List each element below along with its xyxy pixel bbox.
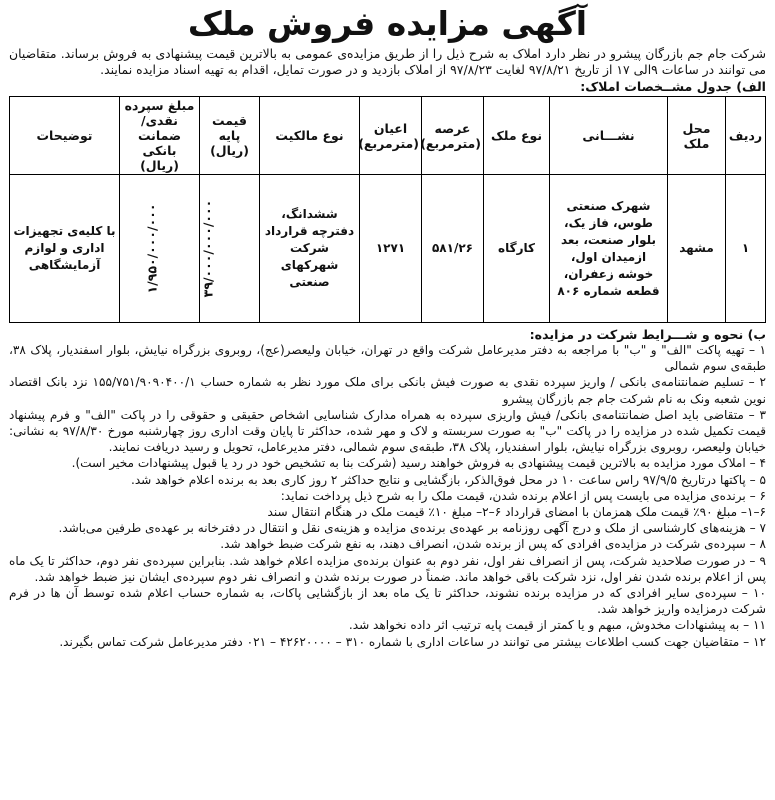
condition-12: ۱۲ – متقاضیان جهت کسب اطلاعات بیشتر می توانند در ساعات اداری با شماره ۳۱۰ – ۴۲۶۲۰۰۰۰ – ۰۲۱ دفتر مدیرعامل شرکت تماس بگیرند.: [59, 634, 766, 649]
conditions-title: ب) نحوه و شـــرایط شرکت در مزایده:: [529, 327, 766, 342]
base-price-value: ۳۹/۰۰۰/۰۰۰/۰۰۰: [200, 199, 216, 297]
header-location: محل ملک: [668, 97, 726, 175]
header-row-no: ردیف: [726, 97, 766, 175]
condition-1: ۱ – تهیه پاکت "الف" و "ب" با مراجعه به دفتر مدیرعامل شرکت واقع در تهران، خیابان ولیعصر(عج)، روبروی بزرگراه نیایش، بلوار اسفندیار، پلاک ۳۸، طبقه‌ی سوم شمالی: [9, 343, 766, 374]
condition-6: ۶ – برنده‌ی مزایده می بایست پس از اعلام برنده شدن، قیمت ملک را به شرح ذیل پرداخت نماید:: [280, 488, 766, 503]
condition-5: ۵ – پاکتها درتاریخ ۹۷/۹/۵ راس ساعت ۱۰ در محل فوق‌الذکر، بازگشایی و نتایج حداکثر ۲ روز کاری بعد به برنده اعلام خواهد شد.: [130, 472, 766, 487]
header-base-price: قیمت پایه (ریال): [200, 97, 260, 175]
condition-4: ۴ – املاک مورد مزایده به بالاترین قیمت پیشنهادی به فروش خواهند رسید (شرکت بنا به تشخیص خود در رد یا قبول پیشنهادات مخیر است).: [71, 456, 766, 471]
header-type: نوع ملک: [484, 97, 550, 175]
deposit-value: ۱/۹۵۰/۰۰۰/۰۰۰: [144, 203, 160, 293]
condition-6-sub: ۶–۱– مبلغ ۹۰٪ قیمت ملک همزمان با امضای قرارداد ۶–۲– مبلغ ۱۰٪ قیمت ملک در هنگام انتقال سند: [267, 505, 766, 520]
condition-3: ۳ – متقاضی باید اصل ضمانتنامه‌ی بانکی/ فیش واریزی سپرده به همراه مدارک شناسایی اشخاص حقیقی و حقوقی را در پاکت "الف" و فرم پیشنهاد قیمت تکمیل شده در مزایده را در پاکت "ب" به صورت سربسته و لاک و مهر شده، حداکثر تا پایان وقت اداری روز چهارشنبه مورخ ۹۷/۸/۳۰ به نشانی: خیابان ولیعصر، روبروی بزرگراه نیایش، بلوار اسفندیار، پلاک ۳۸، طبقه‌ی سوم شمالی، دفتر مدیرعامل، تحویل و رسید دریافت نمایند.: [9, 407, 766, 455]
cell-notes: با کلیه‌ی تجهیزات اداری و لوازم آزمایشگاهی: [10, 175, 120, 323]
cell-row-no: ۱: [726, 175, 766, 323]
cell-building-area: ۱۲۷۱: [360, 175, 422, 323]
condition-2: ۲ – تسلیم ضمانتنامه‌ی بانکی / واریز سپرده نقدی به صورت فیش بانکی برای ملک مورد نظر به شماره حساب ۱۵۵/۷۵۱/۹۰۹۰۴۰۰/۱ نزد بانک اقتصاد نوین شعبه ونک به نام شرکت جام جم بازرگان پیشرو: [9, 375, 767, 406]
cell-land-area: ۵۸۱/۲۶: [422, 175, 484, 323]
page-title: آگهی مزایده فروش ملک: [187, 4, 588, 43]
table-label: الف) جدول مشــخصات املاک:: [580, 79, 766, 94]
header-notes: توضیحات: [10, 97, 120, 175]
cell-ownership: ششدانگ، دفترچه قرارداد شرکت شهرکهای صنعتی: [260, 175, 360, 323]
condition-9: ۹ – در صورت صلاحدید شرکت، پس از انصراف نفر اول، نفر دوم به عنوان برنده‌ی مزایده اعلام خواهد شد. بنابراین سپرده‌ی نفر دوم، حداکثر تا یک ماه پس از اعلام برنده شدن نفر اول، نزد شرکت باقی خواهد ماند. ضمناً در صورت برنده شدن و انصراف نفر دوم سپرده‌ی ایشان نیز ضبط خواهد شد.: [9, 553, 766, 584]
header-building-area: اعیان (مترمربع): [360, 97, 422, 175]
condition-8: ۸ – سپرده‌ی شرکت در مزایده‌ی افرادی که پس از برنده شدن، انصراف دهند، به نفع شرکت ضبط خواهد شد.: [220, 537, 766, 552]
condition-11: ۱۱ – به پیشنهادات مخدوش، مبهم و یا کمتر از قیمت پایه ترتیب اثر داده نخواهد شد.: [348, 618, 766, 633]
cell-address: شهرک صنعتی طوس، فاز یک، بلوار صنعت، بعد ازمیدان اول، خوشه زعفران، قطعه شماره ۸۰۶: [550, 175, 668, 323]
cell-location: مشهد: [668, 175, 726, 323]
cell-type: کارگاه: [484, 175, 550, 323]
header-ownership: نوع مالکیت: [260, 97, 360, 175]
table-header-row: [10, 97, 766, 175]
header-address: نشـــانی: [550, 97, 668, 175]
header-deposit: مبلغ سپرده نقدی/ ضمانت بانکی (ریال): [120, 97, 200, 175]
cell-base-price: [200, 175, 260, 323]
intro-paragraph: شرکت جام جم بازرگان پیشرو در نظر دارد املاک به شرح ذیل را از طریق مزایده‌ی عمومی به بالاترین قیمت پیشنهادی به فروش برساند. متقاضیان می توانند در ساعات ۹الی ۱۷ از تاریخ ۹۷/۸/۲۱ لغایت ۹۷/۸/۲۳ از املاک بازدید و در صورت تمایل، اقدام به تهیه اسناد مزایده نمایند.: [9, 46, 766, 77]
header-land-area: عرصه (مترمربع): [422, 97, 484, 175]
table-row: [10, 175, 766, 323]
properties-table: [9, 96, 766, 323]
condition-7: ۷ – هزینه‌های کارشناسی از ملک و درج آگهی روزنامه بر عهده‌ی برنده‌ی مزایده و هزینه‌ی نقل و انتقال در دفترخانه بر عهده‌ی طرفین می‌باشد.: [58, 521, 766, 536]
condition-10: ۱۰ – سپرده‌ی سایر افرادی که در مزایده برنده نشوند، حداکثر تا یک ماه بعد از بازگشایی پاکات، به شماره حساب اعلام شده توسط آن ها در فرم شرکت درمزایده واریز خواهد شد.: [9, 586, 766, 617]
